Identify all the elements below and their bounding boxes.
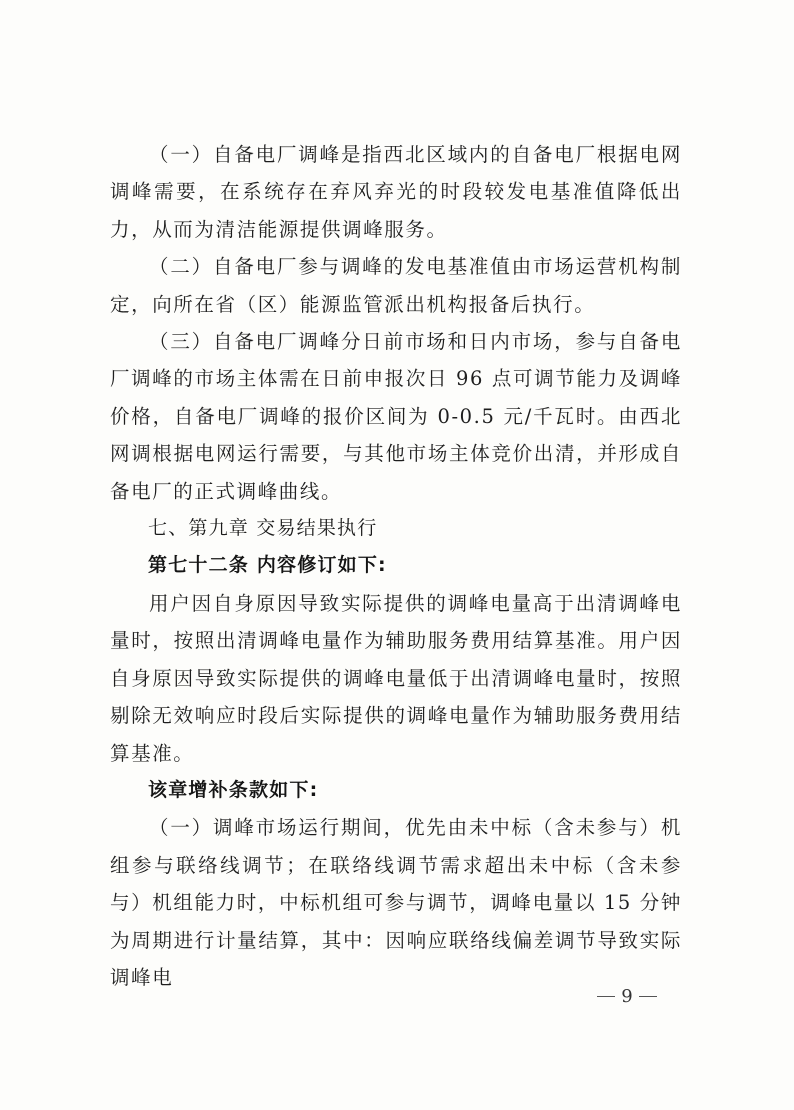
supplement-heading: 该章增补条款如下: <box>148 778 319 801</box>
paragraph-market-structure: （三）自备电厂调峰分日前市场和日内市场，参与自备电厂调峰的市场主体需在日前申报次日 96 点可调节能力及调峰价格，自备电厂调峰的报价区间为 0-0.5 元/千瓦时。由西北网调根据电网运行需要，与其他市场主体竞价出清，并形成自备电厂的正式调峰曲线。 <box>110 330 682 503</box>
chapter-heading: 七、第九章 交易结果执行 <box>148 517 378 540</box>
paragraph-settlement-basis: 用户因自身原因导致实际提供的调峰电量高于出清调峰电量时，按照出清调峰电量作为辅助服务费用结算基准。用户因自身原因导致实际提供的调峰电量低于出清调峰电量时，按照剔除无效响应时段后实际提供的调峰电量作为辅助服务费用结算基准。 <box>110 591 682 765</box>
article-heading: 第七十二条 内容修订如下: <box>148 554 387 577</box>
paragraph-tie-line-regulation: （一）调峰市场运行期间，优先由未中标（含未参与）机组参与联络线调节；在联络线调节需求超出未中标（含未参与）机组能力时，中标机组可参与调节，调峰电量以 15 分钟为周期进行计量结算，其中：因响应联络线偏差调节导致实际调峰电 <box>110 816 682 989</box>
page-number: 9 <box>621 985 633 1007</box>
document-body <box>110 136 682 996</box>
dash-left <box>597 996 615 997</box>
page-footer <box>587 984 667 1008</box>
paragraph-baseline-value: （二）自备电厂参与调峰的发电基准值由市场运营机构制定，向所在省（区）能源监管派出机构报备后执行。 <box>110 255 682 316</box>
paragraph-self-owned-plant-definition: （一）自备电厂调峰是指西北区域内的自备电厂根据电网调峰需要，在系统存在弃风弃光的时段较发电基准值降低出力，从而为清洁能源提供调峰服务。 <box>110 143 682 241</box>
dash-right <box>639 996 657 997</box>
